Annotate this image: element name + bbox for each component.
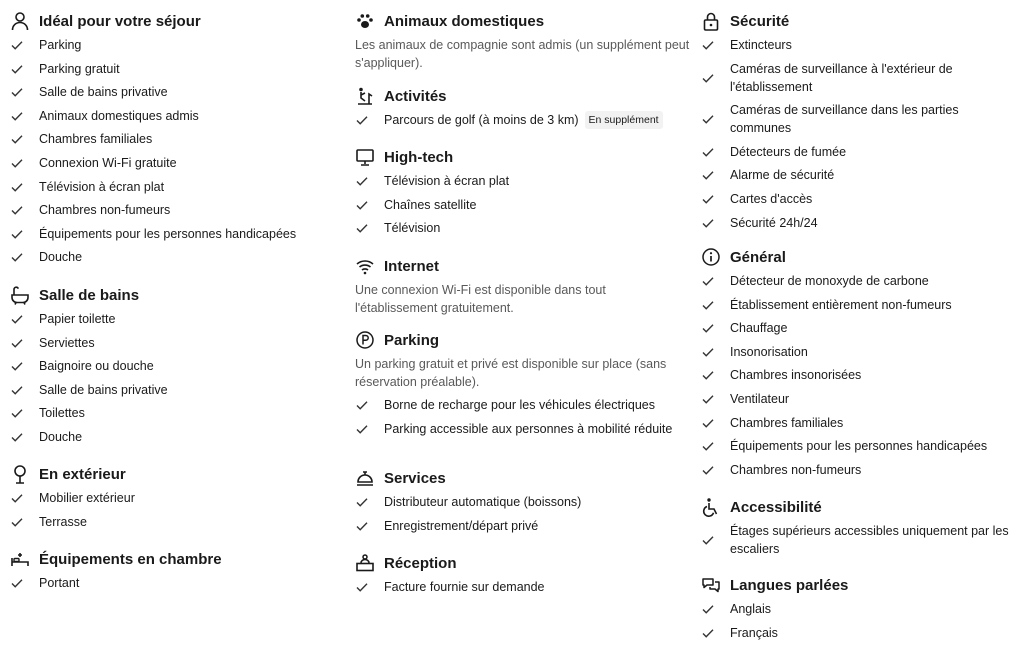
surcharge-badge: En supplément — [585, 111, 663, 129]
list-item — [355, 493, 690, 511]
list-item — [10, 357, 340, 375]
list-item-label: Établissement entièrement non-fumeurs — [730, 297, 952, 312]
checkmark-icon — [355, 580, 369, 594]
checkmark-icon — [701, 463, 715, 477]
section-header — [355, 256, 690, 276]
checkmark-icon — [701, 345, 715, 359]
section-internet — [355, 256, 690, 317]
parking-icon — [355, 330, 375, 350]
list-item-label: Serviettes — [39, 335, 95, 350]
checkmark-icon — [10, 250, 24, 264]
checkmark-icon — [701, 216, 715, 230]
section-title: Salle de bains — [39, 286, 140, 304]
section-header — [355, 86, 690, 106]
speech-bubbles-icon — [701, 575, 721, 595]
section-title: Équipements en chambre — [39, 550, 222, 568]
bed-icon — [10, 549, 30, 569]
info-icon — [701, 247, 721, 267]
list-item — [10, 154, 340, 172]
list-item-label: Chambres insonorisées — [730, 368, 862, 383]
list-item-label: Équipements pour les personnes handicapées — [730, 439, 988, 454]
amenity-list — [701, 272, 1019, 479]
list-item — [10, 60, 340, 78]
checkmark-icon — [355, 174, 369, 188]
list-item-label: Douche — [39, 429, 83, 444]
list-item — [701, 60, 1019, 96]
list-item-label: Chauffage — [730, 321, 788, 336]
section-header — [10, 11, 340, 31]
checkmark-icon — [10, 312, 24, 326]
list-item — [701, 101, 1019, 137]
concierge-icon — [355, 468, 375, 488]
section-salle-de-bains — [10, 285, 340, 452]
checkmark-icon — [355, 221, 369, 235]
list-item — [355, 517, 690, 535]
section-title: Réception — [384, 554, 457, 572]
checkmark-icon — [701, 392, 715, 406]
list-item — [701, 319, 1019, 337]
checkmark-icon — [10, 359, 24, 373]
list-item-label: Sécurité 24h/24 — [730, 215, 818, 230]
list-item — [355, 196, 690, 214]
section-header — [701, 497, 1019, 517]
lock-icon — [701, 11, 721, 31]
list-item-label: Anglais — [730, 602, 771, 616]
section-title: Idéal pour votre séjour — [39, 12, 201, 30]
checkmark-icon — [355, 398, 369, 412]
list-item — [10, 225, 340, 243]
section-header — [10, 464, 340, 484]
list-item — [701, 522, 1019, 558]
list-item-label: Parking gratuit — [39, 61, 120, 76]
list-item-label: Borne de recharge pour les véhicules électriques — [384, 398, 655, 412]
section-equipements-en-chambre — [10, 549, 340, 598]
list-item-label: Parking accessible aux personnes à mobilité réduite — [384, 421, 673, 436]
section-title: Animaux domestiques — [384, 12, 545, 30]
list-item-label: Télévision à écran plat — [384, 174, 510, 188]
list-item-label: Caméras de surveillance à l'extérieur de l'établissement — [730, 61, 953, 94]
checkmark-icon — [10, 203, 24, 217]
checkmark-icon — [10, 132, 24, 146]
list-item — [10, 130, 340, 148]
list-item — [355, 420, 690, 438]
list-item — [10, 248, 340, 266]
checkmark-icon — [10, 38, 24, 52]
wifi-icon — [355, 256, 375, 276]
list-item-label: Portant — [39, 576, 80, 590]
list-item-label: Douche — [39, 250, 83, 265]
list-item — [701, 166, 1019, 184]
checkmark-icon — [701, 626, 715, 640]
section-high-tech — [355, 147, 690, 243]
amenity-list — [355, 396, 690, 438]
checkmark-icon — [701, 439, 715, 453]
checkmark-icon — [10, 491, 24, 505]
checkmark-icon — [10, 430, 24, 444]
section-title: Sécurité — [730, 12, 790, 30]
section-header — [701, 247, 1019, 267]
section-header — [701, 575, 1019, 595]
list-item — [701, 414, 1019, 432]
list-item — [701, 343, 1019, 361]
list-item-label: Équipements pour les personnes handicapées — [39, 226, 297, 241]
checkmark-icon — [10, 227, 24, 241]
list-item — [701, 461, 1019, 479]
amenity-list — [355, 172, 690, 237]
list-item-label: Parking — [39, 38, 82, 52]
amenity-list — [701, 522, 1019, 558]
list-item-label: Chambres non-fumeurs — [39, 203, 171, 218]
checkmark-icon — [701, 145, 715, 159]
section-header — [355, 553, 690, 573]
list-item — [701, 366, 1019, 384]
list-item — [10, 489, 340, 507]
list-item-label: Facture fournie sur demande — [384, 580, 545, 594]
list-item — [701, 272, 1019, 290]
list-item-label: Ventilateur — [730, 391, 790, 406]
section-description: Les animaux de compagnie sont admis (un supplément peut s'appliquer). — [355, 38, 690, 70]
checkmark-icon — [10, 576, 24, 590]
list-item-label: Toilettes — [39, 406, 85, 421]
list-item-label: Parcours de golf (à moins de 3 km) — [384, 113, 579, 127]
checkmark-icon — [10, 406, 24, 420]
checkmark-icon — [355, 113, 369, 127]
list-item — [10, 83, 340, 101]
list-item — [355, 172, 690, 190]
list-item-label: Salle de bains privative — [39, 85, 168, 100]
section-title: High-tech — [384, 148, 454, 166]
list-item-label: Enregistrement/départ privé — [384, 518, 539, 533]
checkmark-icon — [355, 198, 369, 212]
checkmark-icon — [701, 298, 715, 312]
monitor-icon — [355, 147, 375, 167]
list-item-label: Chaînes satellite — [384, 197, 477, 212]
checkmark-icon — [701, 112, 715, 126]
checkmark-icon — [10, 336, 24, 350]
list-item-label: Caméras de surveillance dans les parties communes — [730, 103, 959, 136]
list-item — [10, 334, 340, 352]
checkmark-icon — [701, 368, 715, 382]
checkmark-icon — [701, 38, 715, 52]
section-reception — [355, 553, 690, 602]
list-item-label: Détecteurs de fumée — [730, 144, 847, 159]
list-item — [10, 201, 340, 219]
checkmark-icon — [701, 533, 715, 547]
list-item — [701, 296, 1019, 314]
person-icon — [10, 11, 30, 31]
list-item-label: Mobilier extérieur — [39, 491, 135, 505]
checkmark-icon — [355, 519, 369, 533]
wheelchair-icon — [701, 497, 721, 517]
list-item-label: Télévision à écran plat — [39, 179, 165, 194]
list-item-label: Papier toilette — [39, 312, 116, 326]
checkmark-icon — [701, 168, 715, 182]
paw-icon — [355, 11, 375, 31]
amenity-list — [355, 578, 690, 596]
section-description: Un parking gratuit et privé est disponible sur place (sans réservation préalable). — [355, 357, 667, 389]
list-item — [355, 396, 690, 414]
section-parking — [355, 330, 690, 443]
list-item — [701, 390, 1019, 408]
amenity-list — [10, 574, 340, 592]
checkmark-icon — [701, 602, 715, 616]
list-item — [355, 111, 690, 129]
bathtub-icon — [10, 285, 30, 305]
section-title: Services — [384, 469, 446, 487]
section-title: Langues parlées — [730, 576, 849, 594]
section-securite — [701, 11, 1019, 237]
list-item-label: Chambres non-fumeurs — [730, 462, 862, 477]
amenity-list — [701, 600, 1019, 642]
checkmark-icon — [701, 71, 715, 85]
amenity-list — [701, 36, 1019, 232]
section-header — [701, 11, 1019, 31]
section-header — [355, 147, 690, 167]
list-item-label: Salle de bains privative — [39, 382, 168, 397]
checkmark-icon — [701, 192, 715, 206]
checkmark-icon — [701, 416, 715, 430]
list-item — [10, 428, 340, 446]
list-item — [701, 143, 1019, 161]
list-item-label: Animaux domestiques admis — [39, 108, 199, 123]
list-item-label: Terrasse — [39, 514, 87, 529]
section-langues-parlees — [701, 575, 1019, 647]
section-general — [701, 247, 1019, 484]
tree-icon — [10, 464, 30, 484]
amenity-list — [355, 111, 690, 129]
section-header — [10, 549, 340, 569]
list-item — [701, 600, 1019, 618]
list-item — [701, 36, 1019, 54]
section-title: En extérieur — [39, 465, 126, 483]
list-item — [10, 107, 340, 125]
list-item — [10, 178, 340, 196]
list-item — [10, 381, 340, 399]
list-item-label: Alarme de sécurité — [730, 168, 835, 183]
checkmark-icon — [10, 62, 24, 76]
checkmark-icon — [355, 495, 369, 509]
list-item — [701, 190, 1019, 208]
checkmark-icon — [10, 156, 24, 170]
amenity-list — [355, 493, 690, 535]
list-item — [10, 36, 340, 54]
list-item — [701, 437, 1019, 455]
section-header — [355, 330, 690, 350]
list-item — [10, 404, 340, 422]
checkmark-icon — [355, 422, 369, 436]
list-item-label: Chambres familiales — [730, 415, 844, 430]
section-title: Parking — [384, 331, 440, 349]
section-title: Accessibilité — [730, 498, 822, 516]
reception-icon — [355, 553, 375, 573]
section-title: Internet — [384, 257, 440, 275]
list-item-label: Détecteur de monoxyde de carbone — [730, 274, 929, 288]
amenity-list — [10, 36, 340, 266]
list-item — [10, 513, 340, 531]
activity-icon — [355, 86, 375, 106]
list-item-label: Télévision — [384, 221, 441, 236]
amenity-list — [10, 489, 340, 531]
list-item-label: Cartes d'accès — [730, 191, 813, 206]
checkmark-icon — [10, 85, 24, 99]
list-item-label: Insonorisation — [730, 344, 808, 359]
list-item-label: Baignoire ou douche — [39, 359, 154, 374]
section-ideal-pour-votre-sejour — [10, 11, 340, 272]
list-item-label: Connexion Wi-Fi gratuite — [39, 155, 177, 170]
section-accessibilite — [701, 497, 1019, 564]
checkmark-icon — [10, 109, 24, 123]
checkmark-icon — [10, 383, 24, 397]
amenity-list — [10, 310, 340, 446]
list-item — [355, 578, 690, 596]
section-title: Activités — [384, 87, 447, 105]
section-header — [355, 468, 690, 488]
list-item-label: Distributeur automatique (boissons) — [384, 495, 582, 509]
checkmark-icon — [10, 180, 24, 194]
section-animaux-domestiques — [355, 11, 690, 72]
section-header — [355, 11, 690, 31]
checkmark-icon — [701, 274, 715, 288]
list-item — [701, 624, 1019, 642]
checkmark-icon — [701, 321, 715, 335]
list-item — [10, 310, 340, 328]
checkmark-icon — [10, 515, 24, 529]
list-item — [701, 214, 1019, 232]
list-item — [10, 574, 340, 592]
section-title: Général — [730, 248, 786, 266]
section-services — [355, 468, 690, 540]
section-activites — [355, 86, 690, 135]
list-item-label: Extincteurs — [730, 38, 792, 52]
section-description: Une connexion Wi-Fi est disponible dans tout l'établissement gratuitement. — [355, 283, 606, 315]
list-item — [355, 219, 690, 237]
section-header — [10, 285, 340, 305]
list-item-label: Français — [730, 625, 778, 640]
list-item-label: Étages supérieurs accessibles uniquement par les escaliers — [730, 524, 1009, 556]
section-en-exterieur — [10, 464, 340, 536]
list-item-label: Chambres familiales — [39, 132, 153, 147]
